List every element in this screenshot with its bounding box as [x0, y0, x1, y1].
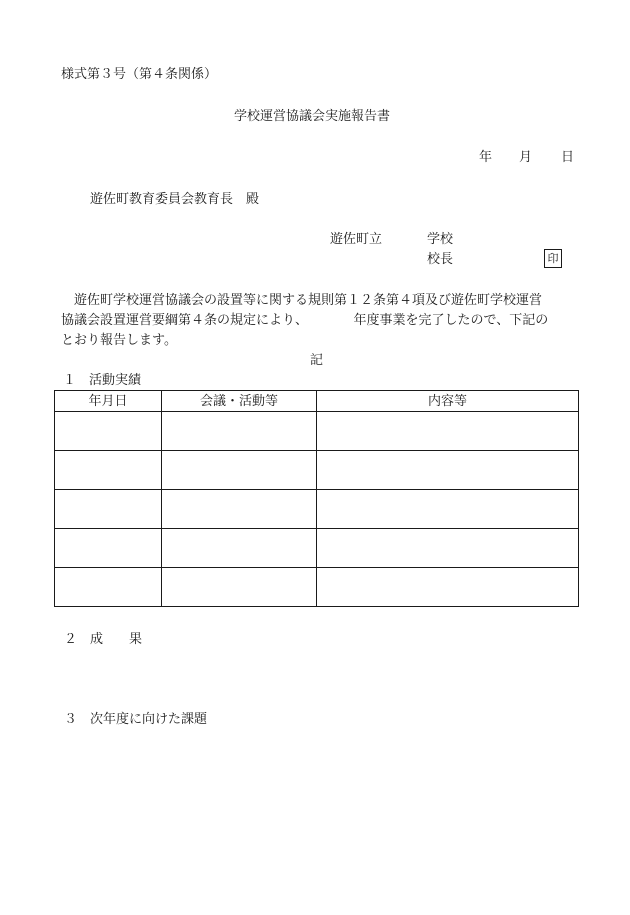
activity-table	[54, 390, 579, 607]
body-line-3: とおり報告します。	[61, 333, 177, 348]
table-cell-activity[interactable]	[162, 490, 317, 529]
body-paragraph	[61, 291, 581, 351]
sender-principal-label: 校長	[427, 252, 454, 267]
addressee: 遊佐町教育委員会教育長 殿	[90, 192, 260, 207]
table-row	[55, 412, 579, 451]
table-cell-date[interactable]	[55, 529, 162, 568]
date-year-label: 年	[479, 150, 493, 165]
table-cell-content[interactable]	[317, 412, 579, 451]
table-row	[55, 529, 579, 568]
table-cell-content[interactable]	[317, 451, 579, 490]
section-3-heading: ３ 次年度に向けた課題	[64, 712, 208, 727]
table-cell-activity[interactable]	[162, 529, 317, 568]
seal-stamp-box: 印	[544, 249, 562, 268]
date-month-label: 月	[519, 150, 533, 165]
table-cell-activity[interactable]	[162, 451, 317, 490]
table-cell-date[interactable]	[55, 490, 162, 529]
form-number: 様式第３号（第４条関係）	[61, 67, 218, 82]
body-line-1: 遊佐町学校運営協議会の設置等に関する規則第１２条第４項及び遊佐町学校運営	[74, 293, 543, 308]
table-cell-date[interactable]	[55, 451, 162, 490]
section-1-heading: １ 活動実績	[63, 373, 142, 388]
document-title: 学校運営協議会実施報告書	[234, 109, 391, 124]
section-2-heading: ２ 成 果	[64, 632, 143, 647]
table-row	[55, 490, 579, 529]
column-header-content: 内容等	[317, 391, 579, 412]
table-cell-activity[interactable]	[162, 568, 317, 607]
sender-town: 遊佐町立	[330, 232, 383, 247]
table-header-row	[55, 391, 579, 412]
table-cell-date[interactable]	[55, 412, 162, 451]
table-cell-activity[interactable]	[162, 412, 317, 451]
table-row	[55, 568, 579, 607]
column-header-date: 年月日	[55, 391, 162, 412]
table-cell-content[interactable]	[317, 568, 579, 607]
sender-school: 学校	[427, 232, 454, 247]
table-cell-content[interactable]	[317, 529, 579, 568]
body-line-2: 協議会設置運営要綱第４条の規定により、 年度事業を完了したので、下記の	[61, 313, 549, 328]
table-cell-content[interactable]	[317, 490, 579, 529]
ki-marker: 記	[310, 353, 324, 368]
table-row	[55, 451, 579, 490]
table-cell-date[interactable]	[55, 568, 162, 607]
date-day-label: 日	[561, 150, 575, 165]
column-header-activity: 会議・活動等	[162, 391, 317, 412]
